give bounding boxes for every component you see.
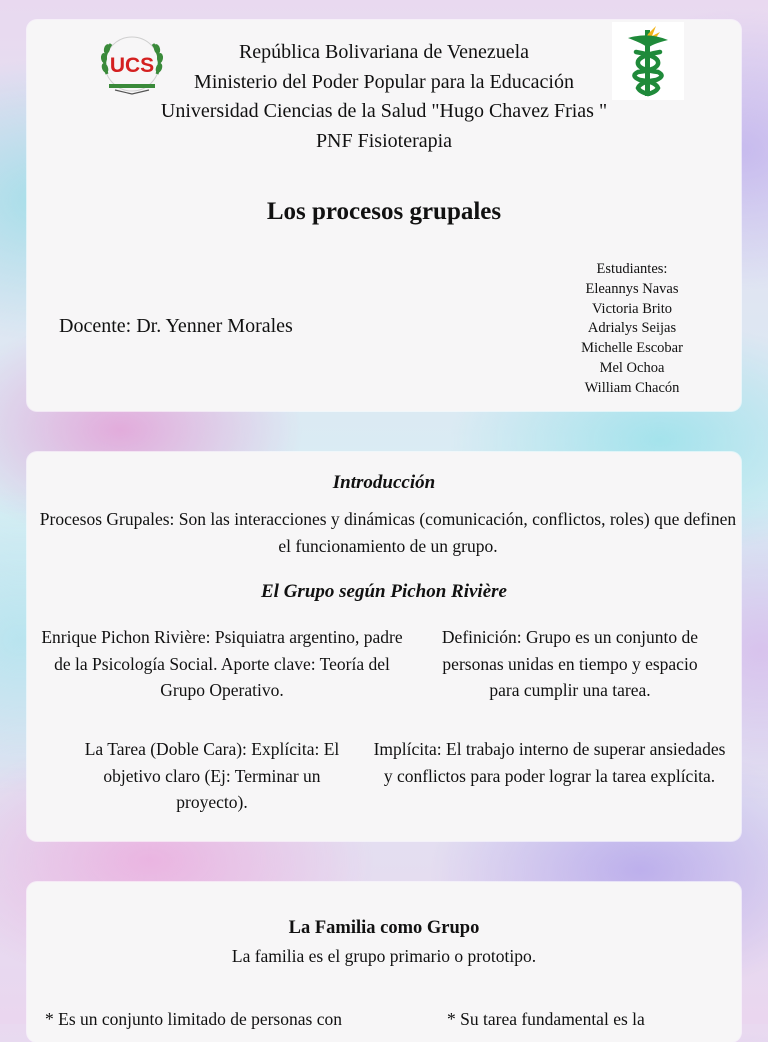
family-subtitle: La familia es el grupo primario o prototipo. (231, 946, 537, 966)
students-label: Estudiantes: (596, 261, 668, 277)
student-name: Adrialys Seijas (587, 320, 677, 337)
header-line-program: PNF Fisioterapia (315, 130, 453, 152)
page-title: Los procesos grupales (266, 198, 502, 225)
task-explicit-text: La Tarea (Doble Cara): Explícita: El objetivo claro (Ej: Terminar un proyecto). (84, 739, 340, 812)
intro-title: Introducción (332, 472, 436, 493)
family-title: La Familia como Grupo (288, 918, 480, 938)
student-name: Eleannys Navas (585, 280, 679, 297)
family-left-text: * Es un conjunto limitado de personas con (45, 1009, 342, 1029)
student-name: Mel Ochoa (599, 359, 665, 376)
slide-introduction (27, 452, 741, 841)
pichon-bio-text: Enrique Pichon Rivière: Psiquiatra argentino, padre de la Psicología Social. Aporte clave: Teoría del Grupo Operativo. (41, 627, 403, 700)
students-list (557, 260, 707, 399)
teacher-name: Docente: Dr. Yenner Morales (59, 315, 293, 337)
svg-text:UCS: UCS (109, 54, 155, 77)
slide-family (27, 882, 741, 1042)
section-title: El Grupo según Pichon Rivière (261, 581, 507, 602)
student-name: Michelle Escobar (581, 340, 683, 357)
header-line-ministry: Ministerio del Poder Popular para la Educación (194, 71, 574, 93)
slide-cover (27, 20, 741, 411)
task-implicit-text: Implícita: El trabajo interno de superar ansiedades y conflictos para poder lograr la tarea explícita. (373, 739, 726, 786)
header-line-university: Universidad Ciencias de la Salud "Hugo Chavez Frias " (160, 100, 608, 122)
group-definition-text: Definición: Grupo es un conjunto de personas unidas en tiempo y espacio para cumplir una tarea. (441, 627, 699, 700)
student-name: William Chacón (584, 379, 680, 396)
family-right-text: * Su tarea fundamental es la (447, 1009, 645, 1029)
header-line-republic: República Bolivariana de Venezuela (238, 41, 530, 63)
intro-text: Procesos Grupales: Son las interacciones y dinámicas (comunicación, conflictos, roles) que definen el funcionamiento de un grupo. (39, 509, 737, 556)
student-name: Victoria Brito (591, 300, 673, 317)
